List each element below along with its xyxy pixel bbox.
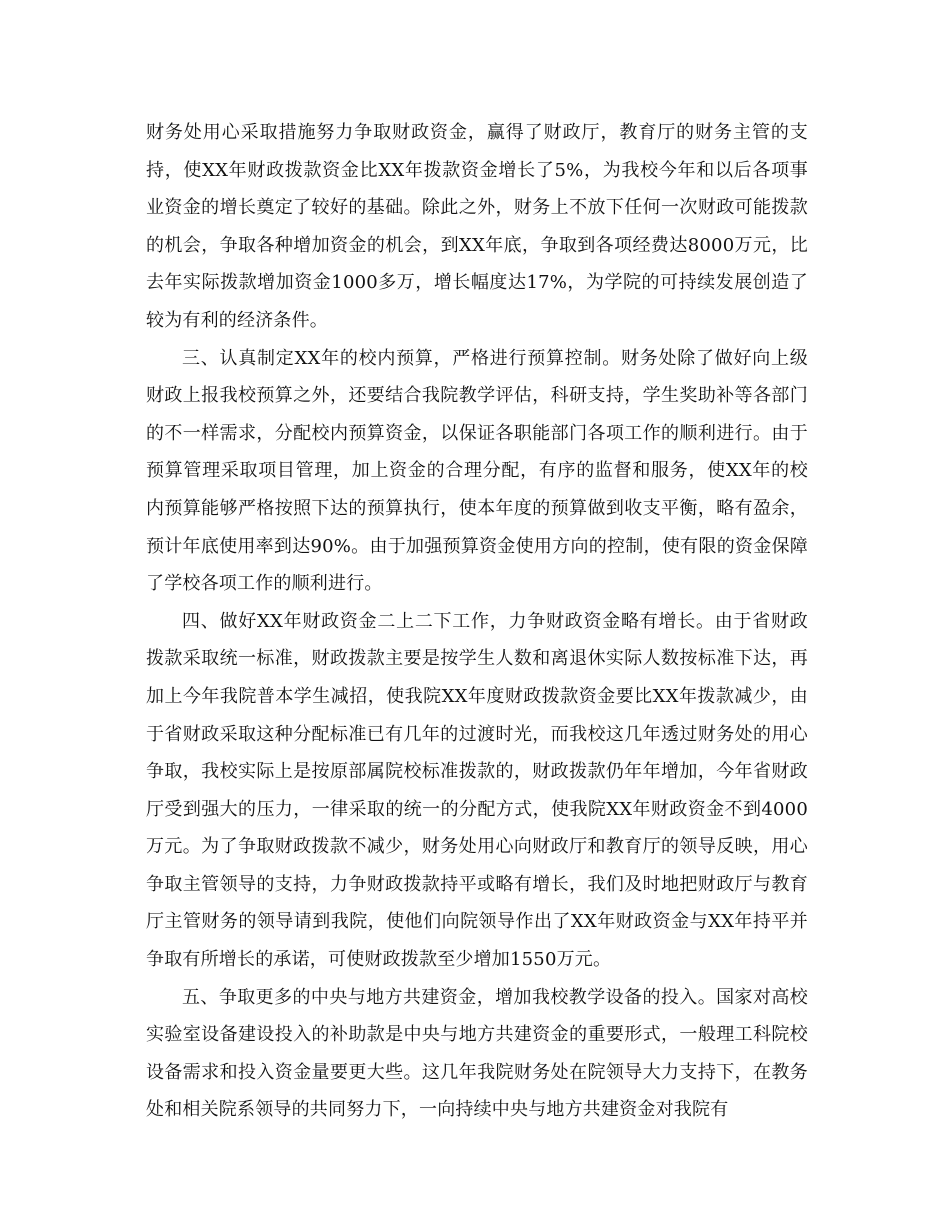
paragraph-budget-control: 三、认真制定XX年的校内预算，严格进行预算控制。财务处除了做好向上级财政上报我校预算之外，还要结合我院教学评估，科研支持，学生奖助补等各部门的不一样需求，分配校内预算资金，以保证各职能部门各项工作的顺利进行。由于预算管理采取项目管理，加上资金的合理分配，有序的监督和服务，使XX年的校内预算能够严格按照下达的预算执行，使本年度的预算做到收支平衡，略有盈余，预计年底使用率到达90%。由于加强预算资金使用方向的控制，使有限的资金保障了学校各项工作的顺利进行。 — [146, 347, 808, 595]
paragraph-funding-summary: 财务处用心采取措施努力争取财政资金，赢得了财政厅，教育厅的财务主管的支持，使XX年财政拨款资金比XX年拨款资金增长了5%，为我校今年和以后各项事业资金的增长奠定了较好的基础。除此之外，财务上不放下任何一次财政可能拨款的机会，争取各种增加资金的机会，到XX年底，争取到各项经费达8000万元，比去年实际拨款增加资金1000多万，增长幅度达17%，为学院的可持续发展创造了较为有利的经济条件。 — [146, 122, 808, 331]
paragraph-joint-construction-funds: 五、争取更多的中央与地方共建资金，增加我校教学设备的投入。国家对高校实验室设备建设投入的补助款是中央与地方共建资金的重要形式，一般理工科院校设备需求和投入资金量要更大些。这几年我院财务处在院领导大力支持下，在教务处和相关院系领导的共同努力下，一向持续中央与地方共建资金对我院有 — [146, 986, 808, 1121]
paragraph-fiscal-funding: 四、做好XX年财政资金二上二下工作，力争财政资金略有增长。由于省财政拨款采取统一标准，财政拨款主要是按学生人数和离退休实际人数按标准下达，再加上今年我院普本学生减招，使我院XX年度财政拨款资金要比XX年拨款减少，由于省财政采取这种分配标准已有几年的过渡时光，而我校这几年透过财务处的用心争取，我校实际上是按原部属院校标准拨款的，财政拨款仍年年增加，今年省财政厅受到强大的压力，一律采取的统一的分配方式，使我院XX年财政资金不到4000万元。为了争取财政拨款不减少，财务处用心向财政厅和教育厅的领导反映，用心争取主管领导的支持，力争财政拨款持平或略有增长，我们及时地把财政厅与教育厅主管财务的领导请到我院，使他们向院领导作出了XX年财政资金与XX年持平并争取有所增长的承诺，可使财政拨款至少增加1550万元。 — [146, 610, 808, 971]
document-body — [146, 114, 808, 1129]
